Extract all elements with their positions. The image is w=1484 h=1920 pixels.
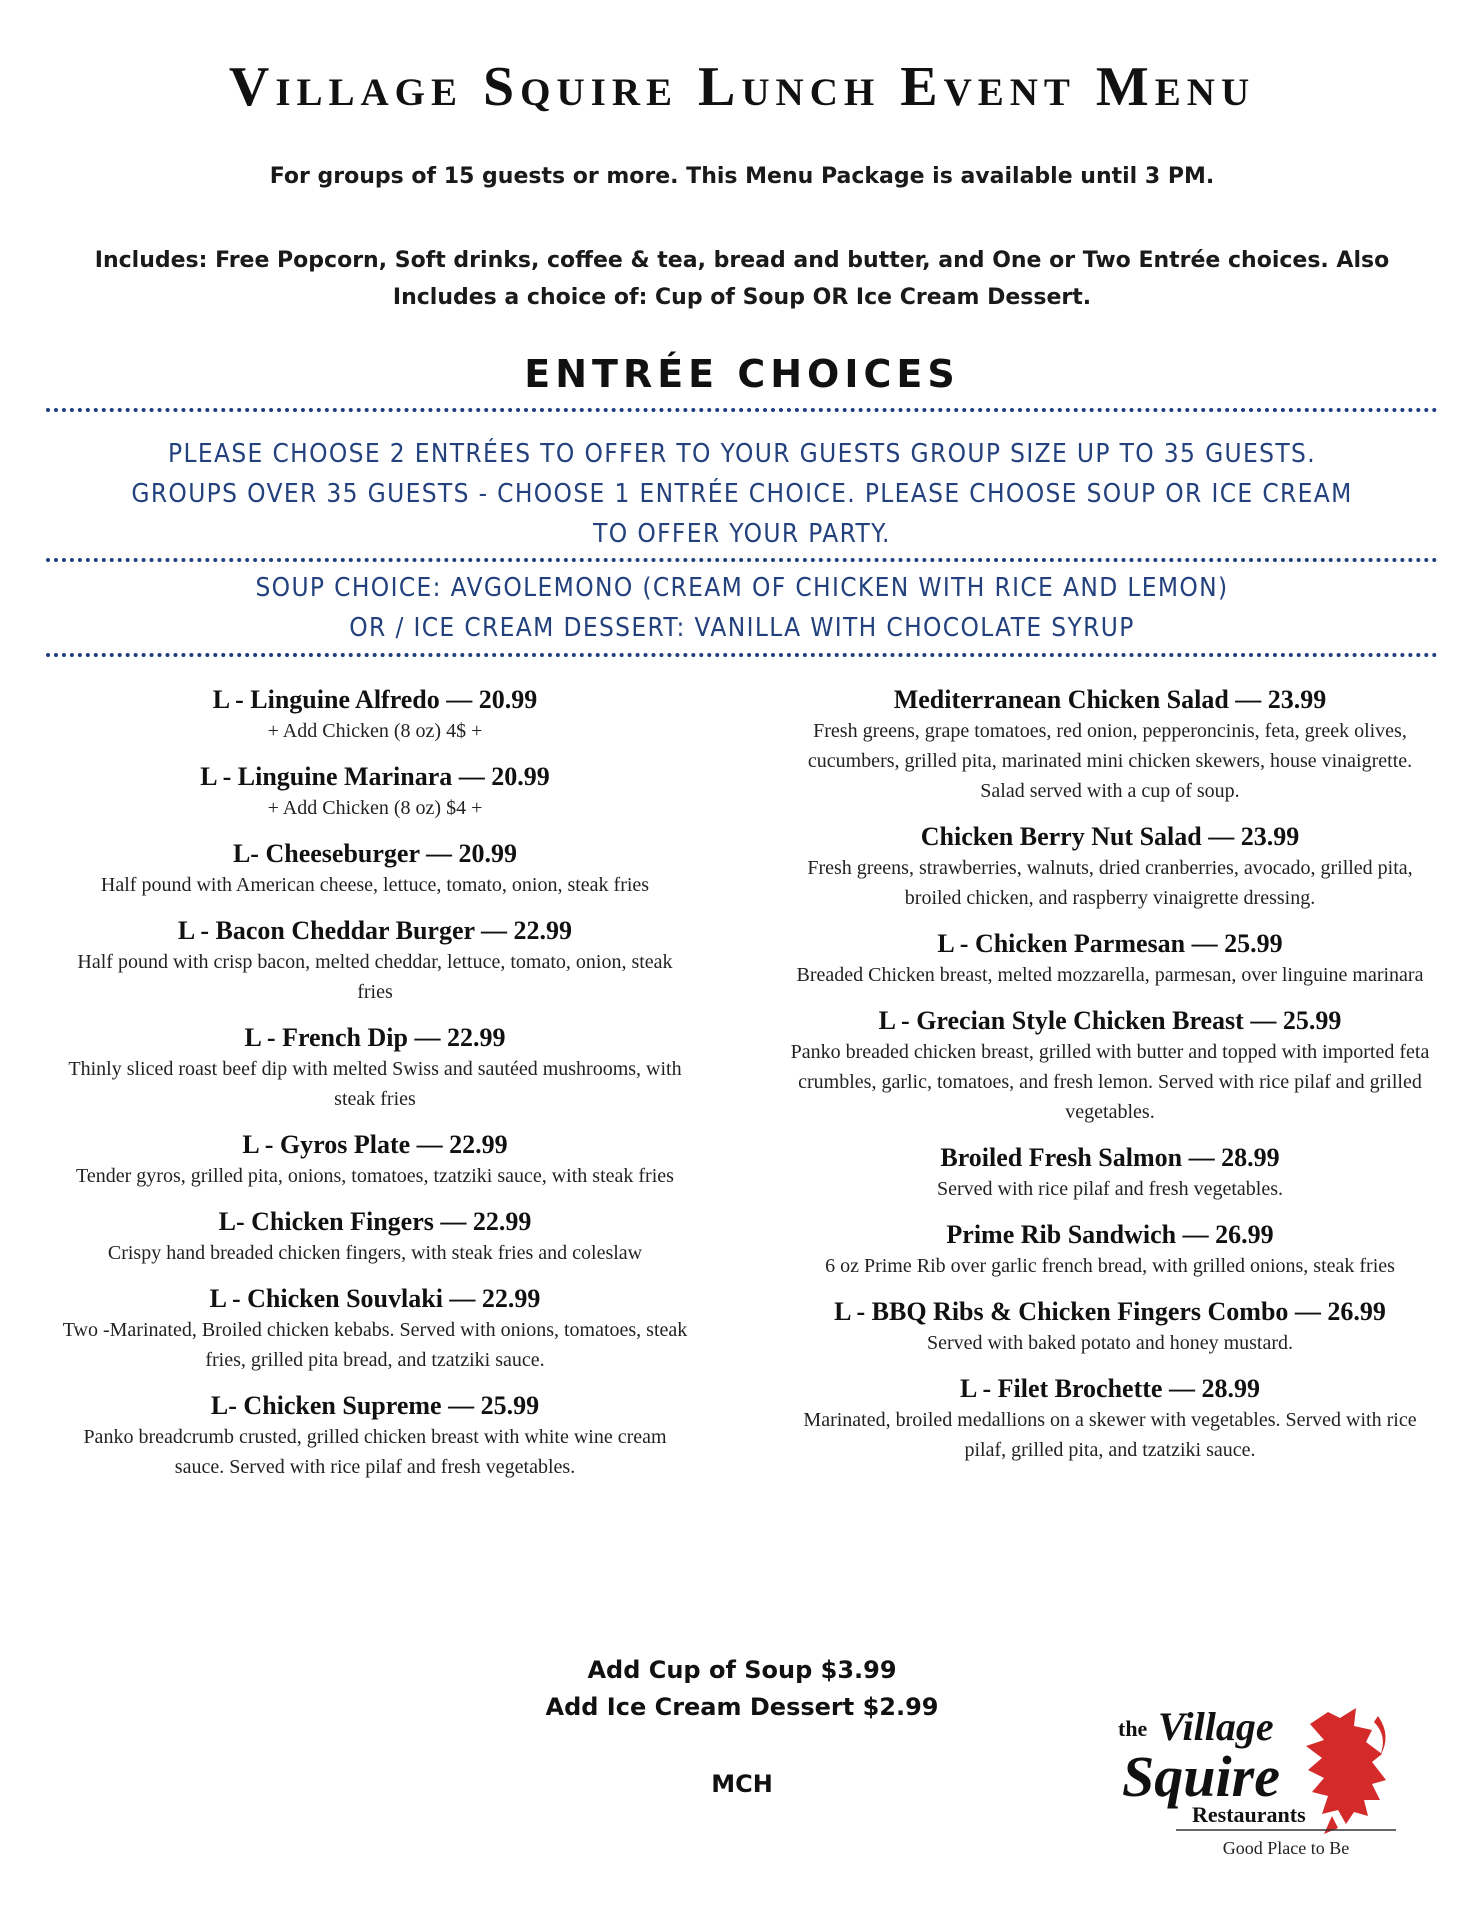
item-description: Fresh greens, strawberries, walnuts, dried cranberries, avocado, grilled pita, broiled chicken, and raspberry vinaigrette dressing. xyxy=(807,857,1413,909)
item-description: Crispy hand breaded chicken fingers, with steak fries and coleslaw xyxy=(107,1242,643,1264)
item-description: Two -Marinated, Broiled chicken kebabs. Served with onions, tomatoes, steak fries, grilled pita bread, and tzatziki sauce. xyxy=(62,1319,688,1371)
item-description: Panko breadcrumb crusted, grilled chicken breast with white wine cream sauce. Served with rice pilaf and fresh vegetables. xyxy=(83,1426,667,1478)
menu-item xyxy=(60,915,690,1007)
item-name: Chicken Berry Nut Salad — 23.99 xyxy=(920,822,1300,851)
item-name: L - Linguine Marinara — 20.99 xyxy=(200,762,550,791)
subtitle: For groups of 15 guests or more. This Menu Package is available until 3 PM. xyxy=(269,164,1215,189)
menu-item xyxy=(60,1283,690,1375)
item-name: L - Linguine Alfredo — 20.99 xyxy=(212,685,538,714)
item-name: L - BBQ Ribs & Chicken Fingers Combo — 26.99 xyxy=(834,1297,1386,1326)
addon-prices xyxy=(440,1652,1044,1726)
menu-item xyxy=(790,1373,1430,1465)
item-description: Served with baked potato and honey mustard. xyxy=(926,1332,1294,1354)
logo-the: the xyxy=(1118,1716,1148,1741)
menu-item xyxy=(60,1022,690,1114)
divider xyxy=(46,408,1438,412)
item-name: L - Filet Brochette — 28.99 xyxy=(960,1374,1260,1403)
item-description: Fresh greens, grape tomatoes, red onion, pepperoncinis, feta, greek olives, cucumbers, grilled pita, marinated mini chicken skewers, house vinaigrette. Salad served with a cup of soup. xyxy=(807,720,1413,802)
item-name: L - Chicken Souvlaki — 22.99 xyxy=(209,1284,541,1313)
menu-column-left xyxy=(60,684,690,1497)
logo-squire: Squire xyxy=(1122,1744,1280,1809)
menu-item xyxy=(60,1129,690,1191)
divider xyxy=(46,653,1438,657)
item-name: Mediterranean Chicken Salad — 23.99 xyxy=(893,685,1327,714)
includes-line-1: Includes: Free Popcorn, Soft drinks, coffee & tea, bread and butter, and One or Two Entrée choices. Also xyxy=(94,248,1390,273)
item-description: Tender gyros, grilled pita, onions, tomatoes, tzatziki sauce, with steak fries xyxy=(76,1165,674,1187)
item-description: Half pound with crisp bacon, melted cheddar, lettuce, tomato, onion, steak fries xyxy=(77,951,673,1003)
item-name: L - Bacon Cheddar Burger — 22.99 xyxy=(177,916,573,945)
item-name: L - Gyros Plate — 22.99 xyxy=(242,1130,508,1159)
menu-item xyxy=(60,838,690,900)
menu-item xyxy=(790,1005,1430,1127)
item-description: Half pound with American cheese, lettuce, tomato, onion, steak fries xyxy=(100,874,650,896)
includes-line-2: Includes a choice of: Cup of Soup OR Ice Cream Dessert. xyxy=(392,285,1092,310)
item-description: Thinly sliced roast beef dip with melted Swiss and sautéed mushrooms, with steak fries xyxy=(68,1058,682,1110)
logo-tagline: Good Place to Be xyxy=(1222,1838,1350,1858)
item-name: L- Chicken Supreme — 25.99 xyxy=(210,1391,540,1420)
page-title: Village Squire Lunch Event Menu xyxy=(228,56,1256,118)
logo-restaurants: Restaurants xyxy=(1192,1802,1306,1827)
divider xyxy=(46,558,1438,562)
item-description: 6 oz Prime Rib over garlic french bread, with grilled onions, steak fries xyxy=(825,1255,1395,1277)
item-name: Prime Rib Sandwich — 26.99 xyxy=(946,1220,1274,1249)
item-name: L - French Dip — 22.99 xyxy=(244,1023,506,1052)
dessert-choice-line: OR / ICE CREAM DESSERT: VANILLA WITH CHOCOLATE SYRUP xyxy=(349,613,1135,643)
item-description: Served with rice pilaf and fresh vegetables. xyxy=(937,1178,1283,1200)
item-description: Breaded Chicken breast, melted mozzarella, parmesan, over linguine marinara xyxy=(796,964,1424,986)
item-description: Marinated, broiled medallions on a skewer with vegetables. Served with rice pilaf, grilled pita, and tzatziki sauce. xyxy=(803,1409,1417,1461)
item-description: + Add Chicken (8 oz) 4$ + xyxy=(267,720,483,742)
item-description: Panko breaded chicken breast, grilled with butter and topped with imported feta crumbles, garlic, tomatoes, and fresh lemon. Served with rice pilaf and grilled vegetables. xyxy=(790,1041,1430,1123)
menu-item xyxy=(790,1219,1430,1281)
dessert-addon: Add Ice Cream Dessert $2.99 xyxy=(545,1693,939,1721)
entree-notice: PLEASE CHOOSE 2 ENTRÉES TO OFFER TO YOUR GUESTS GROUP SIZE UP TO 35 GUESTS. GROUPS OVER 35 GUESTS - CHOOSE 1 ENTRÉE CHOICE. PLEASE CHOOSE SOUP OR ICE CREAM TO OFFER YOUR PARTY. xyxy=(131,439,1353,549)
menu-item xyxy=(60,1206,690,1268)
menu-item xyxy=(790,1296,1430,1358)
menu-item xyxy=(790,1142,1430,1204)
menu-item xyxy=(790,684,1430,806)
item-name: L - Grecian Style Chicken Breast — 25.99 xyxy=(878,1006,1342,1035)
item-name: L- Cheeseburger — 20.99 xyxy=(232,839,518,868)
menu-item xyxy=(790,928,1430,990)
menu-item xyxy=(60,684,690,746)
village-squire-logo xyxy=(1110,1696,1410,1866)
section-heading: ENTRÉE CHOICES xyxy=(524,352,960,396)
item-name: L - Chicken Parmesan — 25.99 xyxy=(937,929,1283,958)
menu-column-right xyxy=(790,684,1430,1480)
soup-addon: Add Cup of Soup $3.99 xyxy=(587,1656,897,1684)
red-lion-icon xyxy=(1306,1708,1386,1834)
menu-item xyxy=(60,761,690,823)
menu-item xyxy=(790,821,1430,913)
item-name: Broiled Fresh Salmon — 28.99 xyxy=(940,1143,1280,1172)
logo-village: Village xyxy=(1158,1704,1274,1749)
item-name: L- Chicken Fingers — 22.99 xyxy=(218,1207,532,1236)
soup-choice-line: SOUP CHOICE: AVGOLEMONO (CREAM OF CHICKEN WITH RICE AND LEMON) xyxy=(255,573,1229,603)
item-description: + Add Chicken (8 oz) $4 + xyxy=(267,797,483,819)
menu-item xyxy=(60,1390,690,1482)
menu-code: MCH xyxy=(711,1770,773,1798)
